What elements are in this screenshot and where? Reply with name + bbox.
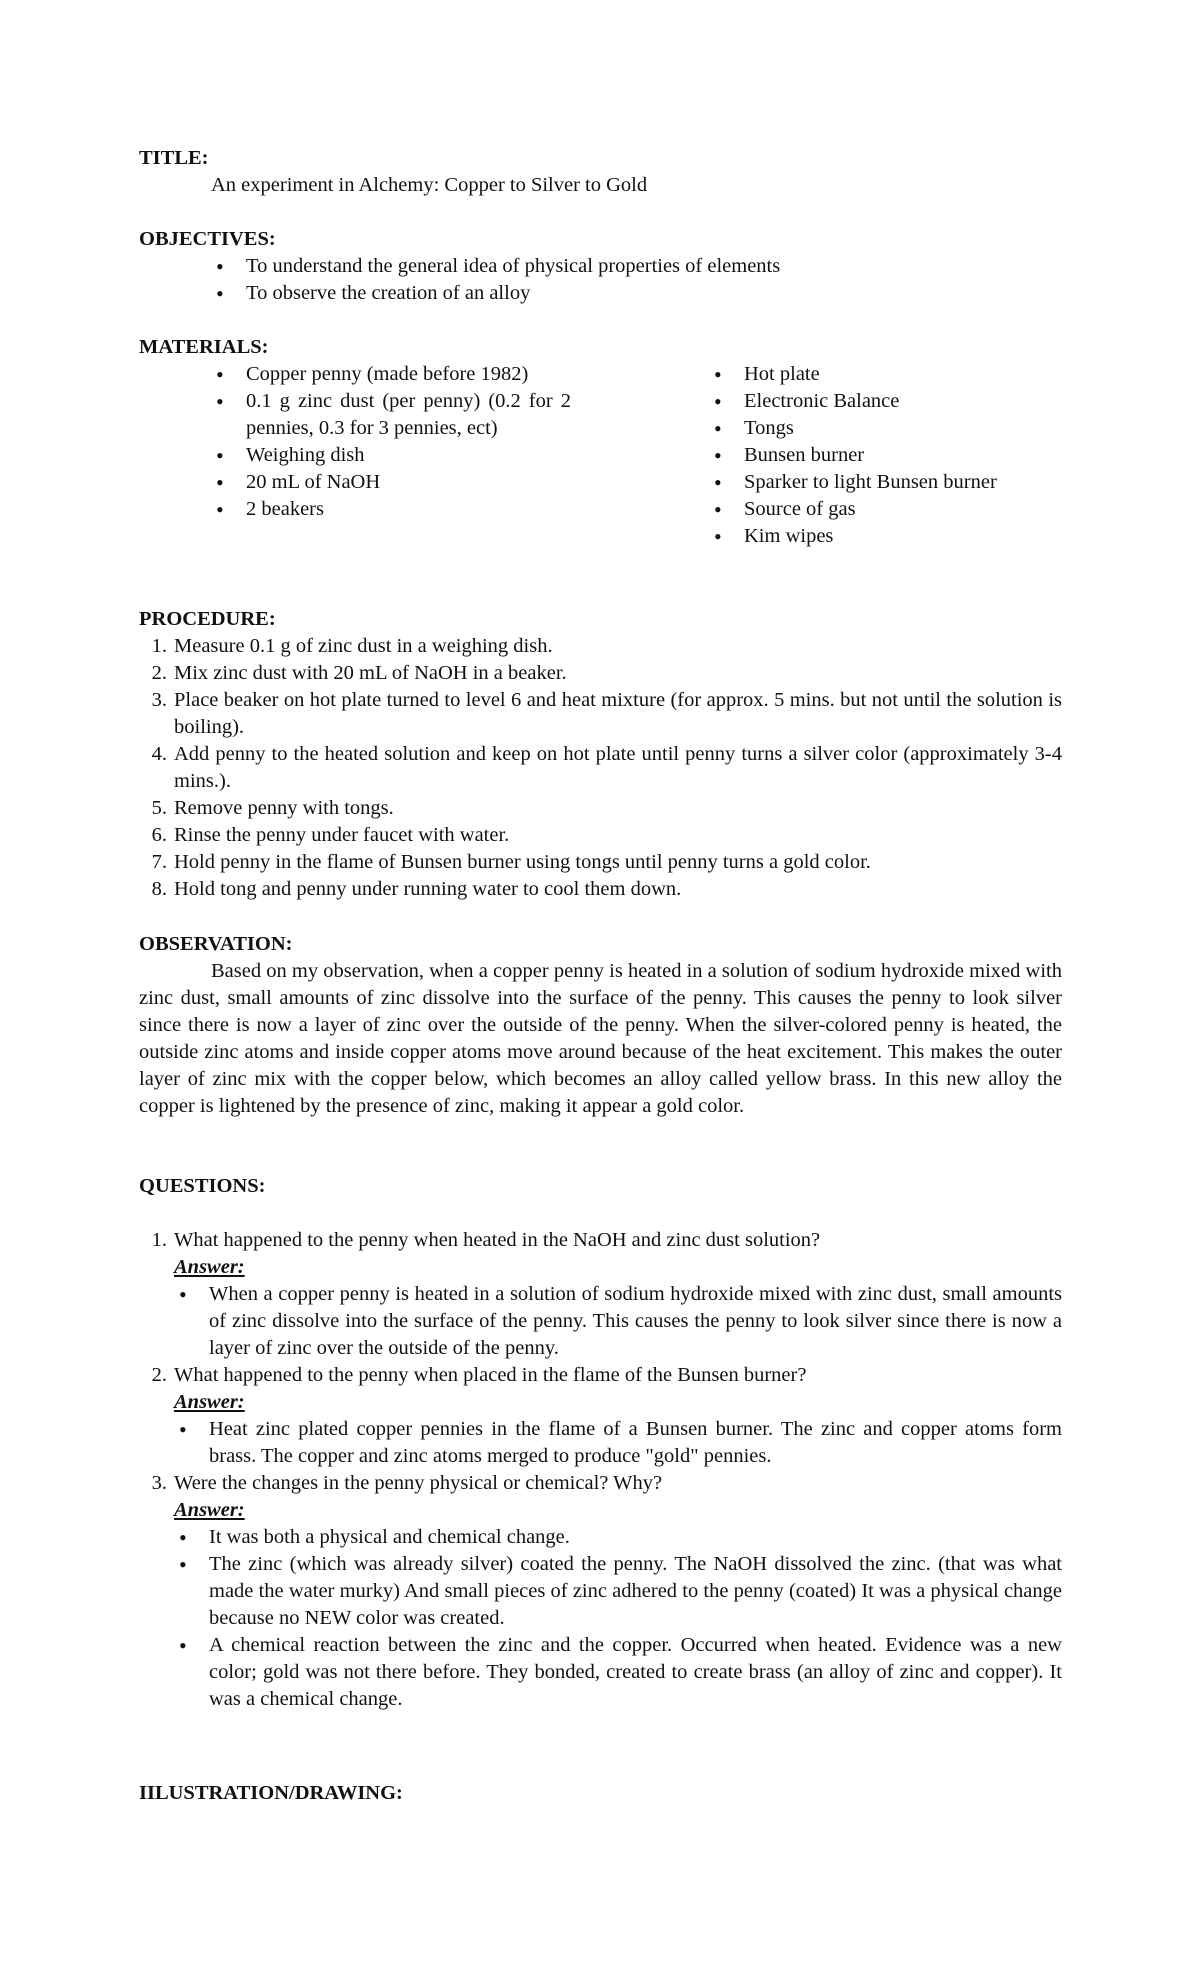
list-item: • 20 mL of NaOH xyxy=(211,469,571,496)
question-text: Were the changes in the penny physical or chemical? Why? xyxy=(174,1472,663,1494)
list-item: • Kim wipes xyxy=(709,523,1069,550)
materials-section xyxy=(139,334,1062,361)
answer-list xyxy=(174,1524,1062,1713)
materials-heading: MATERIALS: xyxy=(139,336,269,358)
question-item xyxy=(139,1227,1062,1713)
list-item: • Sparker to light Bunsen burner xyxy=(709,469,1069,496)
list-item: • When a copper penny is heated in a solution of sodium hydroxide mixed with zinc dust, small amounts of zinc dissolve into the surface of the penny. This causes the penny to look silver since there is now a layer of zinc over the outside of the penny. xyxy=(174,1281,1062,1362)
list-item: 5. Remove penny with tongs. xyxy=(151,797,394,819)
list-item: • 2 beakers xyxy=(211,496,571,523)
list-item: • Tongs xyxy=(709,415,1069,442)
list-item: • It was both a physical and chemical change. xyxy=(174,1524,1062,1551)
procedure-steps xyxy=(139,633,1062,903)
objectives-section xyxy=(139,226,1062,307)
question-text: What happened to the penny when placed in the flame of the Bunsen burner? xyxy=(174,1364,807,1386)
objectives-heading: OBJECTIVES: xyxy=(139,228,276,250)
list-item: 6. Rinse the penny under faucet with water. xyxy=(151,824,510,846)
answer-label: Answer: xyxy=(174,1391,245,1413)
questions-section xyxy=(139,1173,1062,1200)
answer-label: Answer: xyxy=(174,1499,245,1521)
title-text: An experiment in Alchemy: Copper to Silver to Gold xyxy=(211,174,648,196)
list-item: • Heat zinc plated copper pennies in the flame of a Bunsen burner. The zinc and copper atoms form brass. The copper and zinc atoms merged to produce "gold" pennies. xyxy=(174,1416,1062,1470)
questions-heading: QUESTIONS: xyxy=(139,1175,266,1197)
list-item: • Weighing dish xyxy=(211,442,571,469)
illustration-heading: IILUSTRATION/DRAWING: xyxy=(139,1782,403,1804)
list-item: • 0.1 g zinc dust (per penny) (0.2 for 2 pennies, 0.3 for 3 pennies, ect) xyxy=(211,388,571,442)
list-item: 2. What happened to the penny when placed in the flame of the Bunsen burner? Answer: • Heat zinc plated copper pennies in the flame of a Bunsen burner. The zinc and copper atoms form brass. The copper and zinc atoms merged to produce "gold" pennies. xyxy=(139,1362,1062,1470)
list-item: 1. What happened to the penny when heated in the NaOH and zinc dust solution? Answer: • When a copper penny is heated in a solution of sodium hydroxide mixed with zinc dust, small amounts of zinc dissolve into the surface of the penny. This causes the penny to look silver since there is now a layer of zinc over the outside of the penny. xyxy=(139,1227,1062,1362)
objectives-list xyxy=(211,253,1062,307)
questions-list xyxy=(139,1227,1062,1713)
list-item: • Electronic Balance xyxy=(709,388,1069,415)
list-item: 4. Add penny to the heated solution and keep on hot plate until penny turns a silver color (approximately 3-4 mins.). xyxy=(151,743,1062,792)
list-item: 7. Hold penny in the flame of Bunsen burner using tongs until penny turns a gold color. xyxy=(151,851,871,873)
list-item: 3. Place beaker on hot plate turned to level 6 and heat mixture (for approx. 5 mins. but not until the solution is boiling). xyxy=(151,689,1062,738)
list-item: 1. Measure 0.1 g of zinc dust in a weighing dish. xyxy=(151,635,553,657)
question-text: What happened to the penny when heated in the NaOH and zinc dust solution? xyxy=(174,1229,821,1251)
list-item: • Copper penny (made before 1982) xyxy=(211,361,571,388)
materials-list-left xyxy=(211,361,571,523)
answer-list xyxy=(174,1281,1062,1362)
title-heading: TITLE: xyxy=(139,147,209,169)
list-item: • Hot plate xyxy=(709,361,1069,388)
illustration-section xyxy=(139,1780,1062,1807)
materials-list-right xyxy=(709,361,1069,550)
list-item: 2. Mix zinc dust with 20 mL of NaOH in a beaker. xyxy=(151,662,567,684)
answer-label: Answer: xyxy=(174,1256,245,1278)
title-section xyxy=(139,145,1062,199)
observation-heading: OBSERVATION: xyxy=(139,933,293,955)
procedure-section xyxy=(139,606,1062,903)
list-item: • The zinc (which was already silver) coated the penny. The NaOH dissolved the zinc. (that was what made the water murky) And small pieces of zinc adhered to the penny (coated) It was a physical change because no NEW color was created. xyxy=(174,1551,1062,1632)
list-item: • To observe the creation of an alloy xyxy=(211,280,1062,307)
list-item: 8. Hold tong and penny under running water to cool them down. xyxy=(151,878,682,900)
list-item: • A chemical reaction between the zinc and the copper. Occurred when heated. Evidence was a new color; gold was not there before. They bonded, created to create brass (an alloy of zinc and copper). It was a chemical change. xyxy=(174,1632,1062,1713)
procedure-heading: PROCEDURE: xyxy=(139,608,276,630)
observation-section xyxy=(139,931,1062,1120)
answer-list xyxy=(174,1416,1062,1470)
list-item: • Bunsen burner xyxy=(709,442,1069,469)
list-item: 3. Were the changes in the penny physical or chemical? Why? Answer: • It was both a physical and chemical change. • The zinc (which was already silver) coated the penny. The NaOH dissolved the zinc. (that was what made the water murky) And small pieces of zinc adhered to the penny (coated) It was a physical change because no NEW color was created. • A chemical reaction between the zinc and the copper. Occurred when heated. Evidence was a new color; gold was not there before. They bonded, created to create brass (an alloy of zinc and copper). It was a chemical change. xyxy=(139,1470,1062,1713)
list-item: • Source of gas xyxy=(709,496,1069,523)
list-item: • To understand the general idea of physical properties of elements xyxy=(211,253,1062,280)
observation-paragraph: Based on my observation, when a copper penny is heated in a solution of sodium hydroxide mixed with zinc dust, small amounts of zinc dissolve into the surface of the penny. This causes the penny to look silver since there is now a layer of zinc over the outside of the penny. When the silver-colored penny is heated, the outside zinc atoms and inside copper atoms move around because of the heat excitement. This makes the outer layer of zinc mix with the copper below, which becomes an alloy called yellow brass. In this new alloy the copper is lightened by the presence of zinc, making it appear a gold color. xyxy=(139,960,1062,1117)
